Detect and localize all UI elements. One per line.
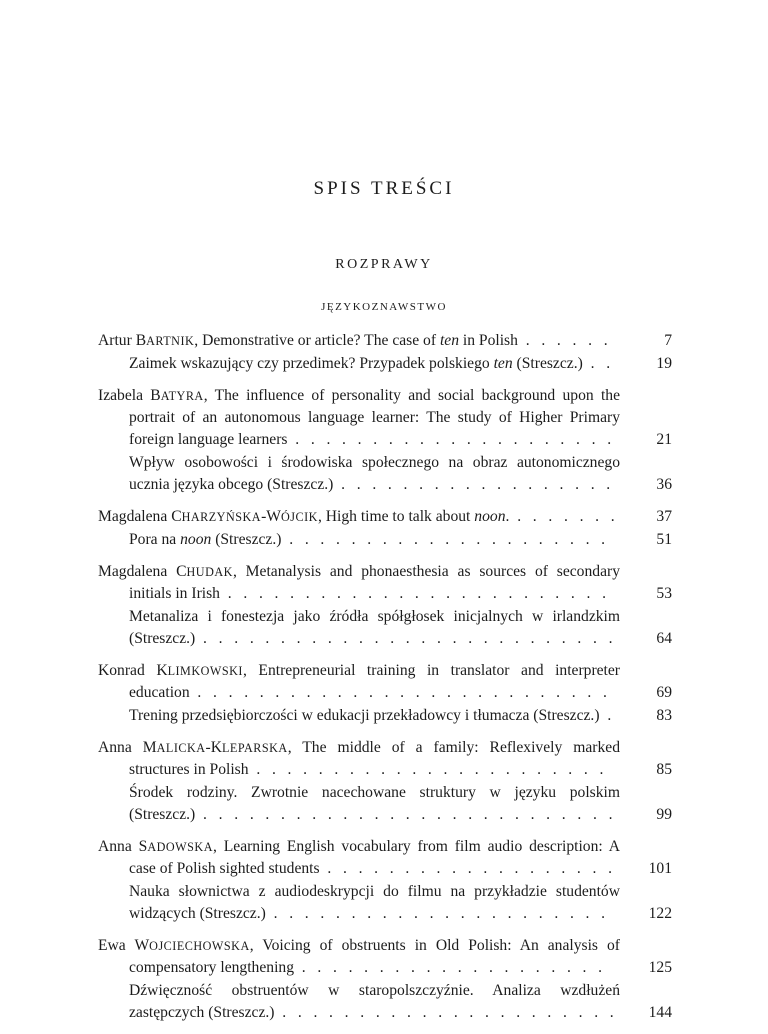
author-surname-initial: W: [134, 937, 150, 954]
summary-text: [98, 529, 634, 551]
dot-leader: . . . . . . . . . . . . . . . . . . .: [319, 860, 616, 877]
summary-title: Nauka słownictwa z audiodeskrypcji do filmu na przykładzie studentów widzących (Streszcz.): [129, 883, 620, 922]
section-heading: ROZPRAWY: [335, 257, 433, 272]
summary-title: Środek rodziny. Zwrotnie nacechowane struktury w języku polskim (Streszcz.): [129, 784, 620, 823]
article-title: Demonstrative or article? The case of: [202, 332, 440, 349]
article-title: .: [505, 508, 510, 525]
article-title: The influence of personality and social background upon the portrait of an autonomous language learner: The study of Higher Primary foreign language learners: [129, 387, 620, 448]
toc-list: [98, 330, 672, 1034]
dot-leader: . . . . . . . . . . . . . . . . . . . . . . . . . . .: [195, 630, 617, 647]
page-number: 64: [656, 630, 672, 647]
article-title: Entrepreneurial training in translator and interpreter education: [129, 662, 621, 701]
article-title: Voicing of obstruents in Old Polish: An analysis of compensatory lengthening: [129, 937, 620, 976]
dot-leader: . . . . . . . . . . . . . . . . . .: [333, 476, 615, 493]
page-number: 53: [656, 585, 672, 602]
page-number: 21: [656, 431, 672, 448]
author-surname: ÓJCIK: [280, 510, 318, 524]
page-title: SPIS TREŚCI: [313, 178, 455, 199]
author-surname: ADOWSKA: [147, 840, 213, 854]
page-number: 144: [648, 1004, 672, 1021]
toc-entry: [98, 385, 672, 496]
author-surname: ARTNIK: [146, 334, 195, 348]
dot-leader: . . . . . . . . . . . . . . . . . . . . . . . . .: [219, 585, 610, 602]
summary-title: Trening przedsiębiorczości w edukacji przekładowcy i tłumacza (Streszcz.): [129, 707, 600, 724]
summary-title: (Streszcz.): [512, 355, 583, 372]
dot-leader: . . . . . . . . . . . . . . . . . . . . . . . . . . .: [189, 684, 611, 701]
author-first-name: Magdalena: [98, 563, 168, 580]
article-text: Anna SADOWSKA, Learning English vocabulary from film audio description: A case of Polish sighted students . . . . . . . . . . . . . . . . . . .: [98, 838, 620, 877]
author-surname-initial: C: [176, 563, 187, 580]
author-surname: OJCIECHOWSKA: [149, 939, 250, 953]
author-first-name: Anna: [98, 838, 132, 855]
author-surname: HUDAK: [186, 565, 233, 579]
toc-article-row: [98, 737, 672, 781]
author-surname-initial: B: [135, 332, 147, 349]
page-number: 101: [648, 860, 672, 877]
article-text: Artur BARTNIK, Demonstrative or article? The case of ten in Polish . . . . . .: [98, 332, 612, 349]
article-text: Magdalena CHUDAK, Metanalysis and phonaesthesia as sources of secondary initials in Irish . . . . . . . . . . . . . . . . . . . . . . . . .: [98, 563, 620, 602]
summary-title: Metanaliza i fonestezja jako źródła spółgłosek inicjalnych w irlandzkim (Streszcz.): [129, 608, 620, 647]
author-surname-initial: M: [142, 739, 157, 756]
summary-text: [98, 881, 634, 925]
article-text: Magdalena CHARZYŃSKA-WÓJCIK, High time to talk about noon. . . . . . . .: [98, 508, 619, 525]
summary-title: (Streszcz.): [211, 531, 282, 548]
summary-title: Dźwięczność obstruentów w staropolszczyźnie. Analiza wzdłużeń zastępczych (Streszcz.): [129, 982, 620, 1021]
toc-article-row: [98, 561, 672, 605]
summary-title-italic: noon: [180, 531, 212, 548]
article-text: Konrad KLIMKOWSKI, Entrepreneurial training in translator and interpreter education . . . . . . . . . . . . . . . . . . . . . . . . . . .: [98, 662, 621, 701]
summary-title: Wpływ osobowości i środowiska społecznego na obraz autonomicznego ucznia języka obcego (Streszcz.): [129, 454, 620, 493]
dot-leader: .: [599, 707, 616, 724]
toc-summary-row: [98, 782, 672, 826]
author-first-name: Artur: [98, 332, 132, 349]
author-surname-initial: K: [156, 662, 168, 679]
dot-leader: . . . . . . . . . . . . . . . . . . . . . .: [274, 1004, 618, 1021]
article-text: Anna MALICKA-KLEPARSKA, The middle of a family: Reflexively marked structures in Polish . . . . . . . . . . . . . . . . . . . . . . .: [98, 739, 620, 778]
dot-leader: . . . . . . . . . . . . . . . . . . . . . . .: [248, 761, 608, 778]
summary-text: [98, 353, 634, 375]
article-title: Learning English vocabulary from film audio description: A case of Polish sighted students: [129, 838, 620, 877]
dot-leader: . . . . . . . . . . . . . . . . . . . . . . . . . . .: [195, 806, 617, 823]
author-surname: LIMKOWSKI: [167, 664, 243, 678]
page-number: 99: [656, 806, 672, 823]
dot-leader: . . . . . . .: [509, 508, 619, 525]
summary-title-italic: ten: [493, 355, 513, 372]
toc-article-row: [98, 330, 672, 352]
author-first-name: Konrad: [98, 662, 145, 679]
dot-leader: . . . . . . . . . . . . . . . . . . . .: [294, 959, 606, 976]
toc-summary-row: [98, 353, 672, 375]
dot-leader: . . . . . . . . . . . . . . . . . . . . .: [281, 531, 609, 548]
toc-summary-row: [98, 452, 672, 496]
page-number: 36: [656, 476, 672, 493]
toc-article-row: [98, 660, 672, 704]
page-number: 69: [656, 684, 672, 701]
summary-title: Pora na: [129, 531, 181, 548]
summary-text: [98, 452, 634, 496]
toc-entry: [98, 561, 672, 650]
author-surname: LEPARSKA: [222, 741, 288, 755]
article-title: High time to talk about: [325, 508, 475, 525]
author-first-name: Magdalena: [98, 508, 168, 525]
page-number: 122: [648, 905, 672, 922]
page-number: 83: [656, 707, 672, 724]
summary-text: [98, 782, 634, 826]
author-first-name: Izabela: [98, 387, 144, 404]
page-number: 37: [656, 508, 672, 525]
article-text: Izabela BATYRA, The influence of personality and social background upon the portrait of an autonomous language learner: The study of Higher Primary foreign language learners . . . . . . . . . . . . . . . . . . . . .: [98, 387, 620, 448]
page-number: 51: [656, 531, 672, 548]
page-number: 7: [664, 332, 672, 349]
article-title: in Polish: [459, 332, 518, 349]
summary-text: [98, 980, 634, 1024]
toc-summary-row: [98, 980, 672, 1024]
author-first-name: Anna: [98, 739, 132, 756]
toc-summary-row: [98, 705, 672, 727]
author-first-name: Ewa: [98, 937, 126, 954]
article-title-italic: noon: [474, 508, 506, 525]
toc-article-row: [98, 836, 672, 880]
toc-entry: [98, 836, 672, 925]
toc-entry: [98, 935, 672, 1024]
article-text: Ewa WOJCIECHOWSKA, Voicing of obstruents in Old Polish: An analysis of compensatory lengthening . . . . . . . . . . . . . . . . . . . .: [98, 937, 620, 976]
page-number: 125: [648, 959, 672, 976]
author-surname: ATYRA: [160, 389, 204, 403]
article-title: Metanalysis and phonaesthesia as sources of secondary initials in Irish: [129, 563, 620, 602]
dot-leader: . . . . . . . . . . . . . . . . . . . . .: [287, 431, 616, 448]
toc-summary-row: [98, 881, 672, 925]
summary-title: Zaimek wskazujący czy przedimek? Przypadek polskiego: [129, 355, 494, 372]
dot-leader: . . . . . .: [517, 332, 612, 349]
toc-article-row: [98, 935, 672, 979]
toc-summary-row: [98, 606, 672, 650]
article-title: The middle of a family: Reflexively marked structures in Polish: [129, 739, 620, 778]
dot-leader: . .: [582, 355, 614, 372]
author-surname-initial: C: [171, 508, 182, 525]
article-title-italic: ten: [439, 332, 459, 349]
toc-entry: [98, 506, 672, 551]
subsection-heading: JĘZYKOZNAWSTWO: [321, 301, 447, 313]
author-surname-initial: K: [210, 739, 222, 756]
page-number: 85: [656, 761, 672, 778]
toc-entry: [98, 330, 672, 375]
toc-entry: [98, 660, 672, 727]
toc-article-row: [98, 506, 672, 528]
dot-leader: . . . . . . . . . . . . . . . . . . . . . .: [265, 905, 609, 922]
author-surname-initial: S: [138, 838, 148, 855]
toc-article-row: [98, 385, 672, 451]
author-surname-initial: W: [266, 508, 281, 525]
summary-text: [98, 705, 634, 727]
toc-entry: [98, 737, 672, 826]
page-number: 19: [656, 355, 672, 372]
author-surname-initial: B: [150, 387, 161, 404]
author-surname: HARZYŃSKA: [181, 510, 262, 524]
toc-summary-row: [98, 529, 672, 551]
author-surname: ALICKA: [156, 741, 206, 755]
summary-text: [98, 606, 634, 650]
